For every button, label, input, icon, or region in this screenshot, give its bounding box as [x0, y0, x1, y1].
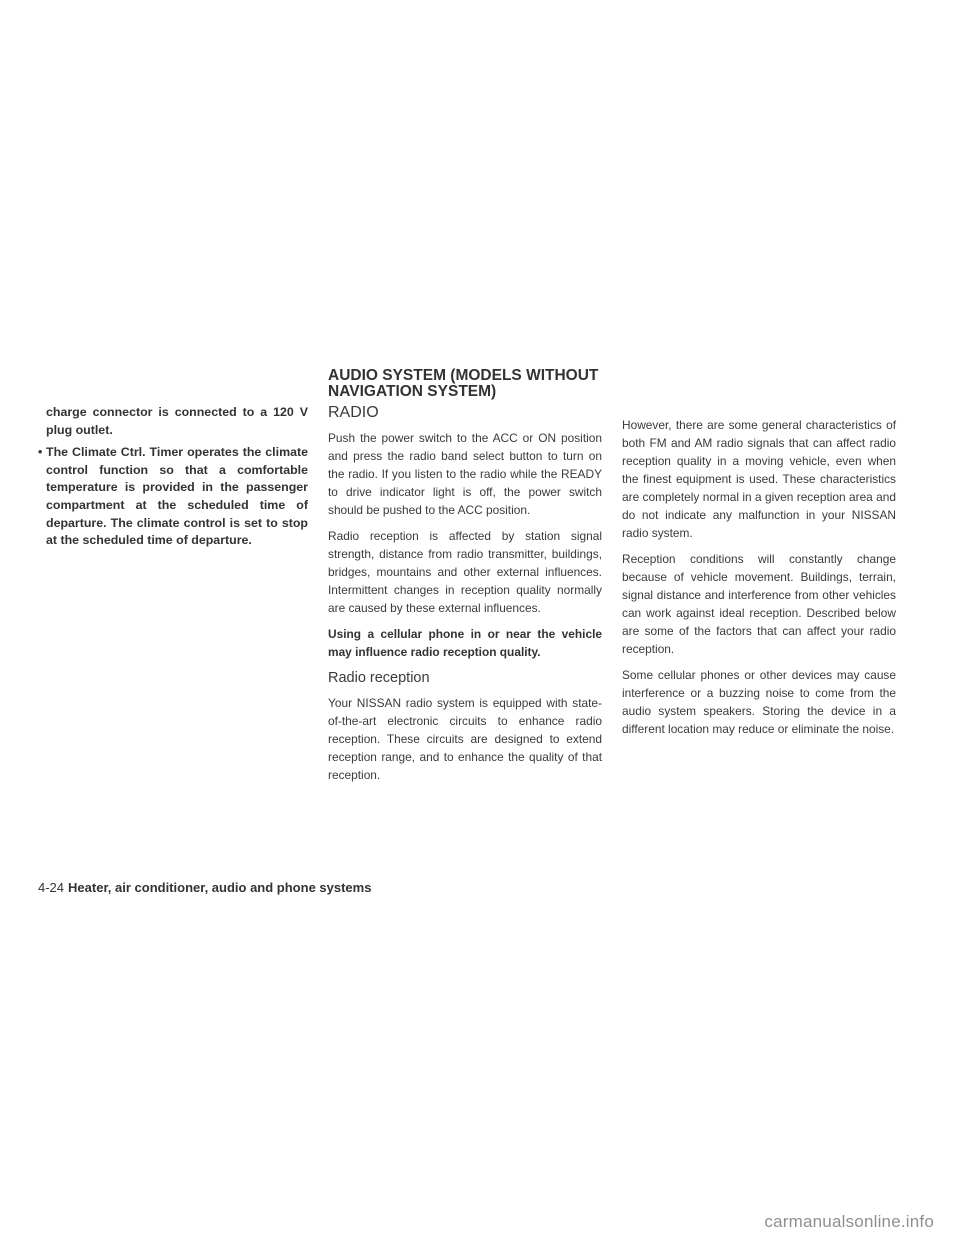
- page-footer: [38, 880, 371, 895]
- radio-heading: RADIO: [328, 404, 379, 421]
- chapter-title: Heater, air conditioner, audio and phone systems: [68, 880, 372, 895]
- continued-warning-text: charge connector is connected to a 120 V plug outlet.: [46, 405, 308, 437]
- middle-column: [328, 368, 602, 792]
- bullet-icon: •: [38, 445, 43, 460]
- bullet-text: The Climate Ctrl. Timer operates the climate control function so that a comfortable temperature is provided in the passenger compartment at the scheduled time of departure. The climate control is set to stop at the scheduled time of departure.: [46, 445, 308, 548]
- right-paragraph-2: Reception conditions will constantly change because of vehicle movement. Buildings, terrain, signal distance and interference from other vehicles can work against ideal reception. Described below are some of the factors that can affect your radio reception.: [622, 552, 896, 656]
- radio-paragraph-bold: Using a cellular phone in or near the vehicle may influence radio reception quality.: [328, 627, 602, 659]
- right-column: [622, 416, 896, 746]
- left-column: [38, 404, 308, 550]
- section-title-line2: NAVIGATION SYSTEM): [328, 383, 497, 400]
- radio-reception-heading: Radio reception: [328, 670, 430, 686]
- bullet-item: [38, 444, 308, 550]
- section-title-line1: AUDIO SYSTEM (MODELS WITHOUT: [328, 367, 599, 384]
- right-paragraph-3: Some cellular phones or other devices may cause interference or a buzzing noise to come from the audio system speakers. Storing the device in a different location may reduce or eliminate the noise.: [622, 668, 896, 736]
- section-title: [328, 368, 602, 400]
- watermark: carmanualsonline.info: [764, 1212, 934, 1231]
- right-paragraph-1: However, there are some general characteristics of both FM and AM radio signals that can affect radio reception quality in a moving vehicle, even when the finest equipment is used. These characteristics are completely normal in a given reception area and do not indicate any malfunction in your NISSAN radio system.: [622, 418, 896, 540]
- radio-paragraph-1: Push the power switch to the ACC or ON position and press the radio band select button to turn on the radio. If you listen to the radio while the READY to drive indicator light is off, the power switch should be pushed to the ACC position.: [328, 431, 602, 517]
- reception-paragraph: Your NISSAN radio system is equipped with state-of-the-art electronic circuits to enhance radio reception. These circuits are designed to extend reception range, and to enhance the quality of that reception.: [328, 696, 602, 782]
- page-number: 4-24: [38, 880, 65, 895]
- radio-paragraph-2: Radio reception is affected by station signal strength, distance from radio transmitter, buildings, bridges, mountains and other external influences. Intermittent changes in reception quality normally are caused by these external influences.: [328, 529, 602, 615]
